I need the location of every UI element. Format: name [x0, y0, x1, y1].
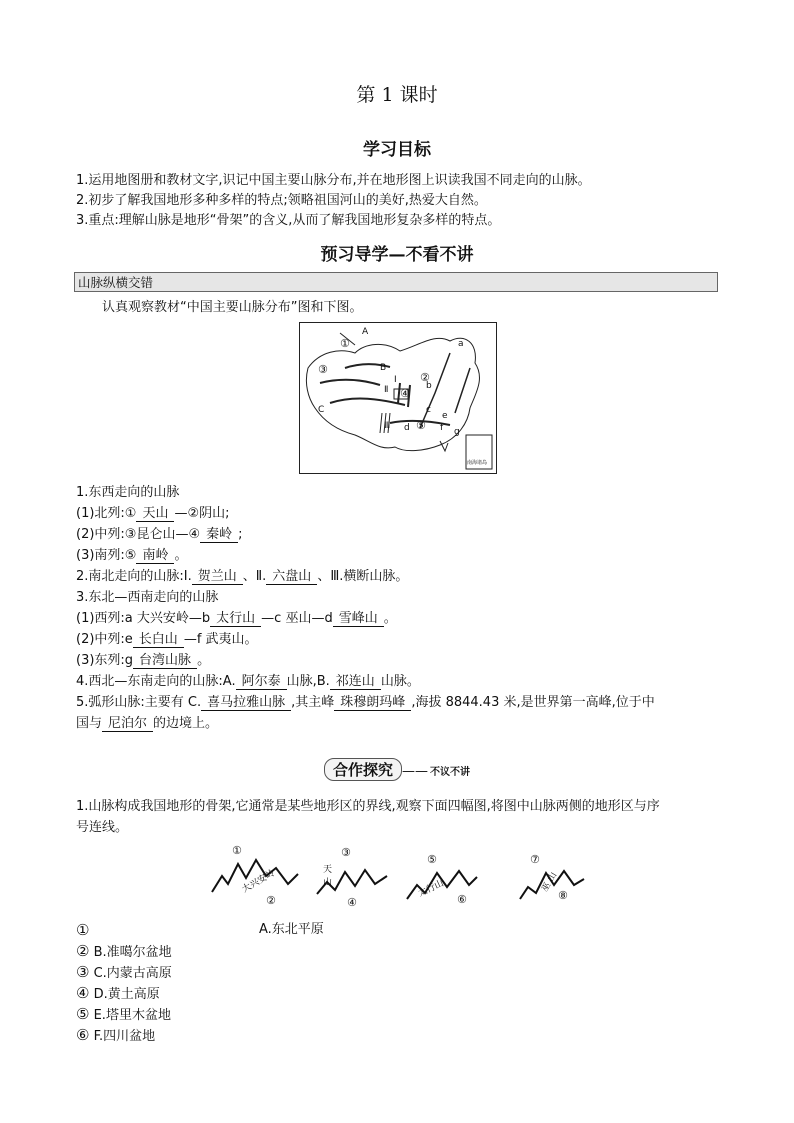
map-inset-label: 南海诸岛	[467, 460, 488, 466]
mountain-4-bottom: ⑧	[558, 889, 568, 902]
q1-line-2: (2)中列:③昆仑山—④ 秦岭 ;	[76, 527, 243, 542]
match-row-5: ⑤ E.塔里木盆地	[76, 1005, 171, 1023]
mountain-2-top: ③	[341, 846, 351, 859]
coop-title: 合作探究	[324, 758, 402, 781]
map-label-4: ④	[400, 387, 410, 400]
mountain-diagram-1	[210, 844, 300, 908]
mountain-diagram-3	[405, 853, 480, 913]
answer-blank: 南岭	[136, 548, 174, 564]
explore-line-1: 1.山脉构成我国地形的骨架,它通常是某些地形区的界线,观察下面四幅图,将图中山脉两侧的地形区与序	[76, 799, 660, 814]
q5-line-2: 国与 尼泊尔 的边境上。	[76, 716, 219, 731]
answer-blank: 长白山	[133, 632, 184, 648]
mountain-3-name: 太行山	[416, 878, 446, 900]
mountain-1-top: ①	[232, 844, 242, 857]
answer-blank: 六盘山	[266, 569, 317, 585]
mountain-3-bottom: ⑥	[457, 893, 467, 906]
answer-blank: 天山	[136, 506, 174, 522]
mountain-2-bottom: ④	[347, 896, 357, 909]
answer-blank: 贺兰山	[192, 569, 243, 585]
intro-text: 认真观察教材“中国主要山脉分布”图和下图。	[102, 300, 363, 315]
objectives-heading: 学习目标	[363, 140, 431, 160]
q3-line-3: (3)东列:g 台湾山脉 。	[76, 653, 211, 668]
q3-line-1: (1)西列:a 大兴安岭—b 太行山 —c 巫山—d 雪峰山 。	[76, 611, 397, 626]
coop-tag: 不议不讲	[430, 767, 470, 778]
coop-dash: ——	[402, 764, 428, 779]
answer-blank: 太行山	[210, 611, 261, 627]
map-label-g: g	[454, 427, 460, 437]
q5-line-1: 5.弧形山脉:主要有 C. 喜马拉雅山脉 ,其主峰 珠穆朗玛峰 ,海拔 8844.43 米,是世界第一高峰,位于中	[76, 695, 655, 710]
match-row-1: ① A.东北平原	[76, 921, 324, 939]
mountain-4-top: ⑦	[530, 853, 540, 866]
answer-blank: 阿尔泰	[236, 674, 287, 690]
answer-blank: 祁连山	[330, 674, 381, 690]
mountain-diagram-2	[315, 846, 390, 910]
q4-line: 4.西北—东南走向的山脉:A. 阿尔泰 山脉,B. 祁连山 山脉。	[76, 674, 420, 689]
map-label-B: B	[380, 363, 387, 373]
map-label-a: a	[458, 339, 464, 349]
answer-blank: 尼泊尔	[102, 716, 153, 732]
q3-line-2: (2)中列:e 长白山 —f 武夷山。	[76, 632, 258, 647]
map-label-e: e	[442, 411, 448, 421]
map-label-III: Ⅲ	[384, 421, 391, 431]
match-row-6: ⑥ F.四川盆地	[76, 1026, 156, 1044]
mountain-2-name: 天 山	[323, 865, 351, 888]
map-label-1: ①	[340, 337, 350, 350]
map-label-A: A	[362, 327, 369, 337]
explore-line-2: 号连线。	[76, 820, 129, 835]
mountain-diagram-4	[518, 853, 588, 913]
objective-3: 3.重点:理解山脉是地形“骨架”的含义,从而了解我国地形复杂多样的特点。	[76, 213, 501, 228]
map-label-f: f	[440, 423, 444, 433]
q2-line: 2.南北走向的山脉:Ⅰ. 贺兰山 、Ⅱ. 六盘山 、Ⅲ.横断山脉。	[76, 569, 409, 584]
mountain-1-name: 大兴安岭	[240, 868, 277, 896]
answer-blank: 台湾山脉	[133, 653, 197, 669]
map-label-3: ③	[318, 363, 328, 376]
map-label-d: d	[404, 423, 410, 433]
q1-head: 1.东西走向的山脉	[76, 485, 180, 500]
map-label-II: Ⅱ	[384, 385, 389, 395]
mountain-1-bottom: ②	[266, 894, 276, 907]
q3-head: 3.东北—西南走向的山脉	[76, 590, 219, 605]
china-mountain-map	[299, 322, 497, 474]
map-label-2: ②	[420, 371, 430, 384]
map-label-b: b	[426, 381, 432, 391]
answer-blank: 秦岭	[200, 527, 238, 543]
q1-line-1: (1)北列:① 天山 —②阴山;	[76, 506, 230, 521]
match-row-3: ③ C.内蒙古高原	[76, 963, 172, 981]
match-row-4: ④ D.黄土高原	[76, 984, 160, 1002]
map-drawing	[300, 323, 496, 473]
map-label-I: Ⅰ	[394, 375, 397, 385]
coop-banner	[0, 758, 794, 781]
map-label-5: ⑤	[416, 419, 426, 432]
answer-blank: 喜马拉雅山脉	[201, 695, 291, 711]
map-label-c: c	[426, 405, 431, 415]
mountain-3-top: ⑤	[427, 853, 437, 866]
answer-blank: 雪峰山	[333, 611, 384, 627]
mountain-4-name: 巫 山	[540, 870, 560, 894]
match-row-2: ② B.准噶尔盆地	[76, 942, 172, 960]
objective-1: 1.运用地图册和教材文字,识记中国主要山脉分布,并在地形图上识读我国不同走向的山脉。	[76, 173, 591, 188]
section-bar: 山脉纵横交错	[74, 272, 718, 292]
preview-heading: 预习导学—不看不讲	[320, 245, 474, 265]
page-title: 第 1 课时	[356, 84, 438, 106]
objective-2: 2.初步了解我国地形多种多样的特点;领略祖国河山的美好,热爱大自然。	[76, 193, 487, 208]
answer-blank: 珠穆朗玛峰	[334, 695, 411, 711]
map-label-C: C	[318, 405, 325, 415]
q1-line-3: (3)南列:⑤ 南岭 。	[76, 548, 188, 563]
